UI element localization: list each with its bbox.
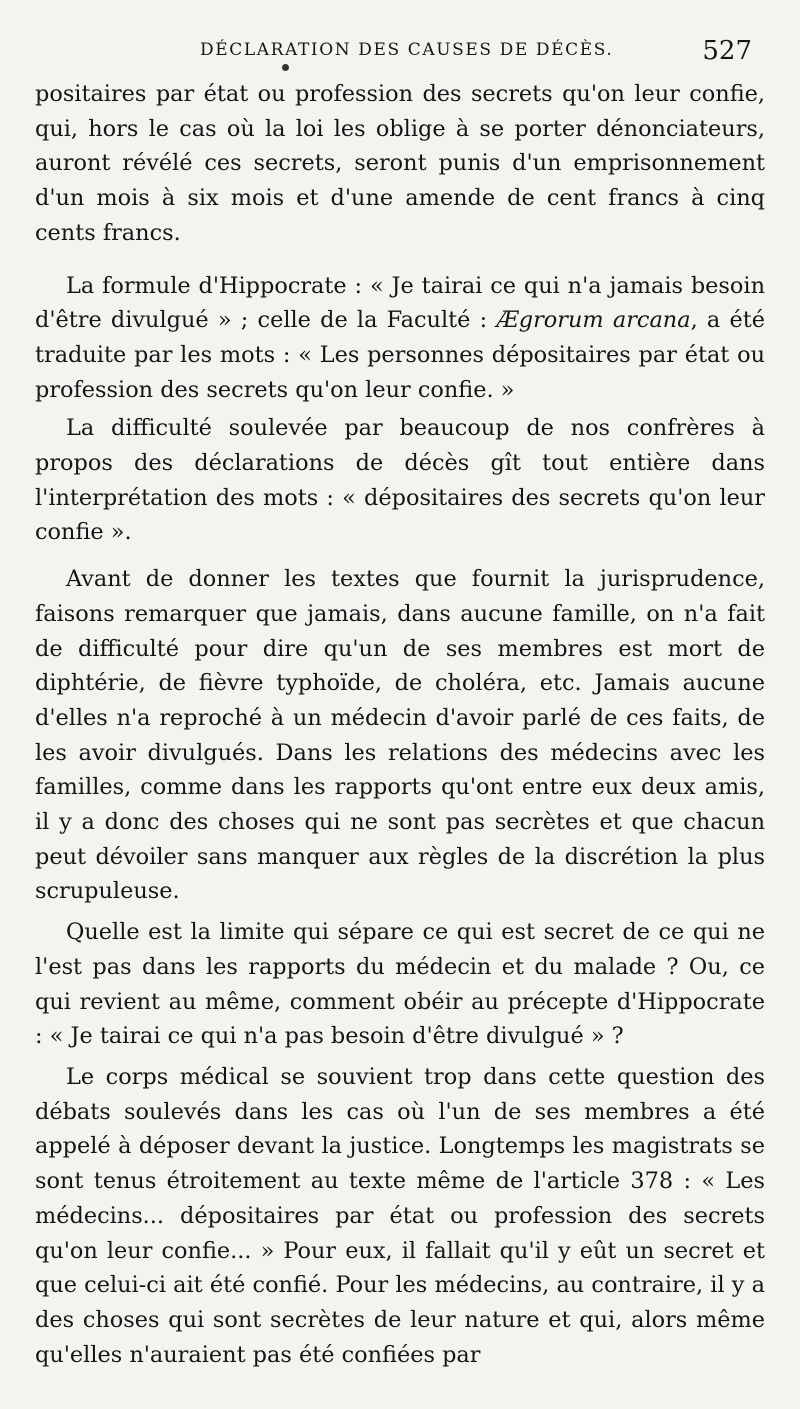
paragraph-difficulty: La difficulté soulevée par beaucoup de nos confrères à propos des déclarations de décès gît tout entière dans l'interprétation des mots : « dépositaires des secrets qu'on leur confie ».: [35, 415, 765, 546]
paragraph-text: , a été traduite par les mots : « Les personnes dépositaires par état ou profession des secrets qu'on leur confie. »: [35, 307, 765, 403]
latin-phrase: Ægrorum arcana: [496, 307, 691, 334]
paragraph-hippocrates-formula: [35, 269, 765, 408]
ornament-dot: [282, 64, 289, 71]
paragraph-jurisprudence: Avant de donner les textes que fournit la jurisprudence, faisons remarquer que jamais, dans aucune famille, on n'a fait de difficulté pour dire qu'un de ses membres est mort de diphtérie, de fièvre typhoïde, de choléra, etc. Jamais aucune d'elles n'a reproché à un médecin d'avoir parlé de ces faits, de les avoir divulgués. Dans les relations des médecins avec les familles, comme dans les rapports qu'ont entre eux deux amis, il y a donc des choses qui ne sont pas secrètes et que chacun peut dévoiler sans manquer aux règles de la discrétion la plus scrupuleuse.: [35, 566, 765, 905]
paragraph-limit-question: Quelle est la limite qui sépare ce qui est secret de ce qui ne l'est pas dans les rapports du médecin et du malade ? Ou, ce qui revient au même, comment obéir au précepte d'Hippocrate : « Je tairai ce qui n'a pas besoin d'être divulgué » ?: [35, 919, 765, 1050]
running-head: DÉCLARATION DES CAUSES DE DÉCÈS.: [200, 40, 614, 60]
page-number: 527: [702, 36, 752, 66]
paragraph-continuation: positaires par état ou profession des secrets qu'on leur confie, qui, hors le cas où la loi les oblige à se porter dénonciateurs, auront révélé ces secrets, seront punis d'un emprisonnement d'un mois à six mois et d'une amende de cent francs à cinq cents francs.: [35, 81, 765, 246]
paragraph-medical-body: Le corps médical se souvient trop dans cette question des débats soulevés dans les cas où l'un de ses membres a été appelé à déposer devant la justice. Longtemps les magistrats se sont tenus étroitement au texte même de l'article 378 : « Les médecins... dépositaires par état ou profession des secrets qu'on leur confie... » Pour eux, il fallait qu'il y eût un secret et que celui-ci ait été confié. Pour les médecins, au contraire, il y a des choses qui sont secrètes de leur nature et qui, alors même qu'elles n'auraient pas été confiées par: [35, 1063, 765, 1368]
body-text: [35, 77, 765, 1372]
page-header: [0, 34, 800, 74]
paragraph-text: La formule d'Hippocrate : « Je tairai ce qui n'a jamais besoin d'être divulgué » ; celle de la Faculté :: [35, 272, 765, 334]
